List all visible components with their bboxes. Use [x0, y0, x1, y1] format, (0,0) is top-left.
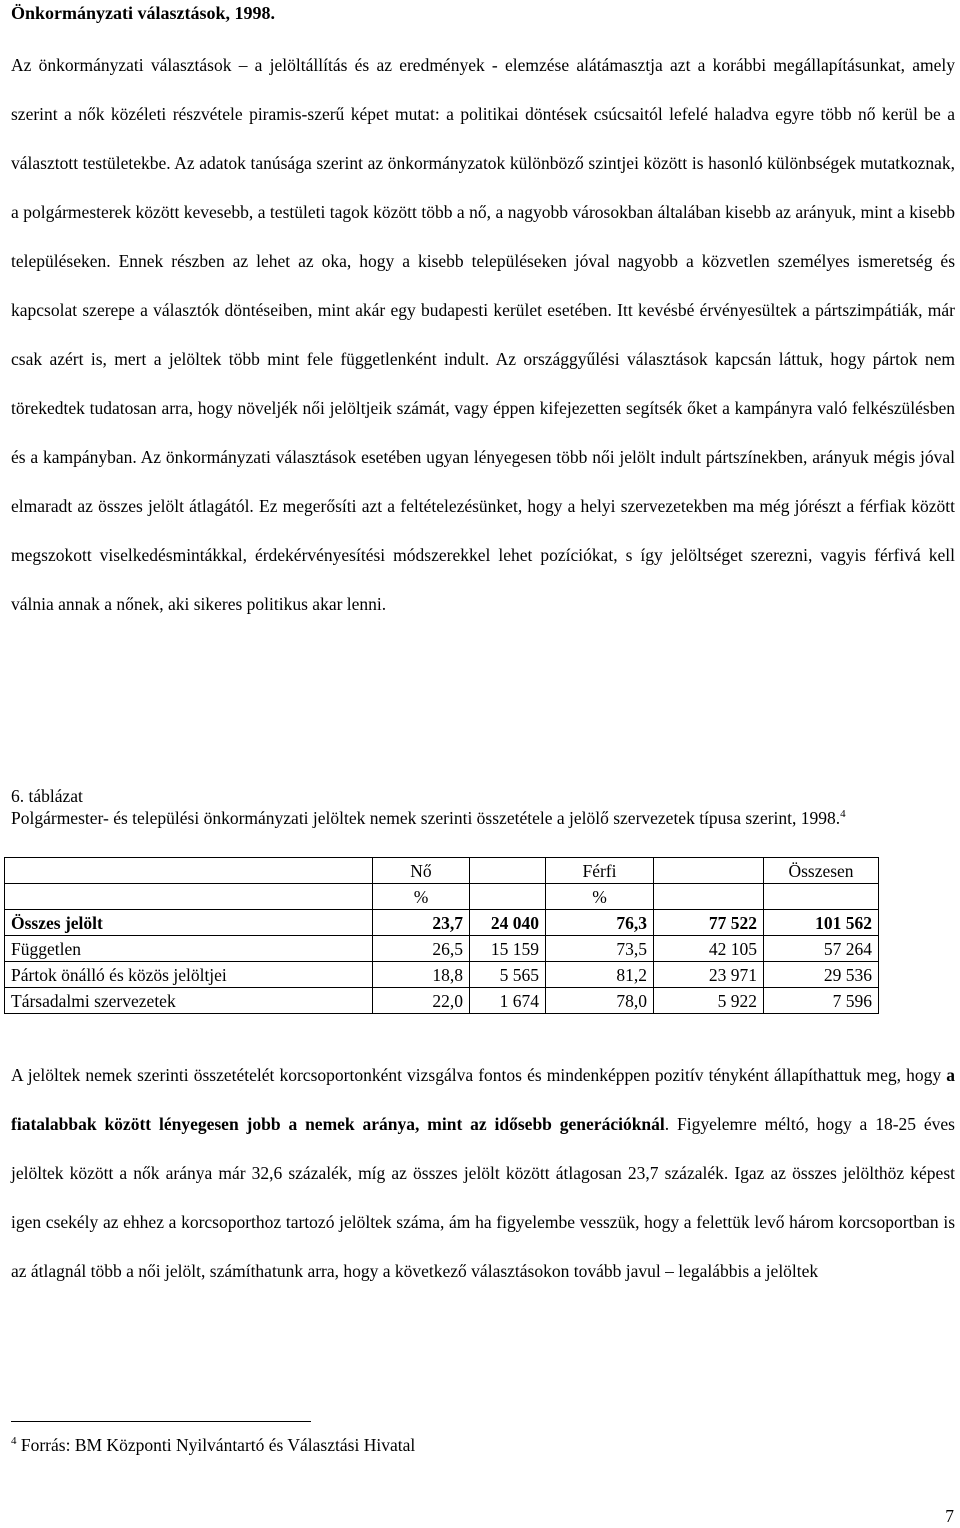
table-header-cell	[470, 858, 546, 884]
body-paragraph-1: Az önkormányzati választások – a jelöltállítás és az eredmények - elemzése alátámasztja azt a korábbi megállapításunkat, amely szerint a nők közéleti részvétele piramis-szerű képet mutat: a politikai döntések csúcsaitól lefelé haladva egyre több nő kerül be a választott testületekbe. Az adatok tanúsága szerint az önkormányzatok különböző szintjei között is hasonló különbségek mutatkoznak, a polgármesterek között kevesebb, a testületi tagok között több a nő, a nagyobb városokban általában kisebb az arányuk, mint a kisebb településeken. Ennek részben az lehet az oka, hogy a kisebb településeken jóval nagyobb a közvetlen személyes ismeretség és kapcsolat szerepe a választók döntéseiben, mint akár egy budapesti kerület esetében. Itt kevésbé érvényesültek a pártszimpátiák, már csak azért is, mert a jelöltek több mint fele függetlenként indult. Az országgyűlési választások kapcsán láttuk, hogy pártok nem törekedtek tudatosan arra, hogy növeljék női jelöltjeik számát, vagy éppen kifejezetten segítsék őket a kampányra való felkészülésben és a kampányban. Az önkormányzati választások esetében ugyan lényegesen több női jelölt indult pártszínekben, arányuk mégis jóval elmaradt az összes jelölt átlagától. Ez megerősíti azt a feltételezésünket, hogy a helyi szervezetekben ma még jórészt a férfiak között megszokott viselkedésmintákkal, érdekérvényesítési módszerekkel lehet pozíciókat, s így jelöltséget szerezni, vagyis férfivá kell válnia annak a nőnek, aki sikeres politikus akar lenni.	[11, 55, 955, 614]
body-paragraph-2	[11, 1051, 955, 1296]
table-cell: 73,5	[546, 936, 654, 962]
table-number: 6. táblázat	[11, 786, 83, 806]
table-cell: 15 159	[470, 936, 546, 962]
table-caption-text: Polgármester- és települési önkormányzati jelöltek nemek szerinti összetétele a jelölő szervezetek típusa szerint, 1998.	[11, 808, 841, 828]
table-cell: 18,8	[373, 962, 470, 988]
table-row	[5, 910, 879, 936]
table-cell: 24 040	[470, 910, 546, 936]
table-caption	[11, 807, 955, 829]
footnote-separator	[11, 1421, 311, 1422]
table-header-cell: %	[373, 884, 470, 910]
table-cell: 1 674	[470, 988, 546, 1014]
table-cell: 77 522	[654, 910, 764, 936]
table-header-cell	[764, 884, 879, 910]
table-row-label: Társadalmi szervezetek	[5, 988, 373, 1014]
table-row-label: Összes jelölt	[5, 910, 373, 936]
table-header-cell: Férfi	[546, 858, 654, 884]
table-header-cell	[5, 858, 373, 884]
table-header-row	[5, 884, 879, 910]
table-cell: 76,3	[546, 910, 654, 936]
table-cell: 23,7	[373, 910, 470, 936]
footnote-text: Forrás: BM Központi Nyilvántartó és Választási Hivatal	[16, 1435, 416, 1455]
table-cell: 7 596	[764, 988, 879, 1014]
table-cell: 42 105	[654, 936, 764, 962]
table-row-label: Pártok önálló és közös jelöltjei	[5, 962, 373, 988]
table-header-cell: Nő	[373, 858, 470, 884]
table-cell: 57 264	[764, 936, 879, 962]
table-cell: 78,0	[546, 988, 654, 1014]
table-header-cell: Összesen	[764, 858, 879, 884]
page-number: 7	[945, 1506, 954, 1526]
footnote-mark: 4	[11, 1435, 17, 1447]
table-cell: 5 565	[470, 962, 546, 988]
paragraph-2-text-start: A jelöltek nemek szerinti összetételét korcsoportonként vizsgálva fontos és mindenképpen pozitív tényként állapíthattuk meg, hogy	[11, 1065, 947, 1085]
table-row	[5, 936, 879, 962]
footnote	[11, 1434, 415, 1456]
table-cell: 26,5	[373, 936, 470, 962]
table-caption-block	[11, 785, 955, 829]
table-cell: 29 536	[764, 962, 879, 988]
table-cell: 23 971	[654, 962, 764, 988]
table-row	[5, 988, 879, 1014]
data-table	[4, 857, 879, 1014]
table-cell: 5 922	[654, 988, 764, 1014]
document-heading: Önkormányzati választások, 1998.	[11, 3, 276, 23]
table-header-cell	[470, 884, 546, 910]
paragraph-2-text-end: . Figyelemre méltó, hogy a 18-25 éves jelöltek között a nők aránya már 32,6 százalék, míg az összes jelölt között átlagosan 23,7 százalék. Igaz az összes jelölthöz képest igen csekély az ehhez a korcsoporthoz tartozó jelöltek száma, ám ha figyelembe vesszük, hogy a felettük levő három korcsoportban is az átlagnál több a női jelölt, számíthatunk arra, hogy a következő választásokon tovább javul – legalábbis a jelöltek	[11, 1114, 955, 1281]
table-row	[5, 962, 879, 988]
table-cell: 22,0	[373, 988, 470, 1014]
table-header-cell	[654, 858, 764, 884]
table-cell: 81,2	[546, 962, 654, 988]
paragraph-2-emphasis: a fiatalabbak között lényegesen jobb a nemek aránya, mint az idősebb generációknál	[11, 1065, 955, 1134]
footnote-reference: 4	[840, 808, 846, 820]
table-header-row	[5, 858, 879, 884]
table-header-cell	[5, 884, 373, 910]
table-header-cell	[654, 884, 764, 910]
table-header-cell: %	[546, 884, 654, 910]
table-row-label: Független	[5, 936, 373, 962]
table-cell: 101 562	[764, 910, 879, 936]
